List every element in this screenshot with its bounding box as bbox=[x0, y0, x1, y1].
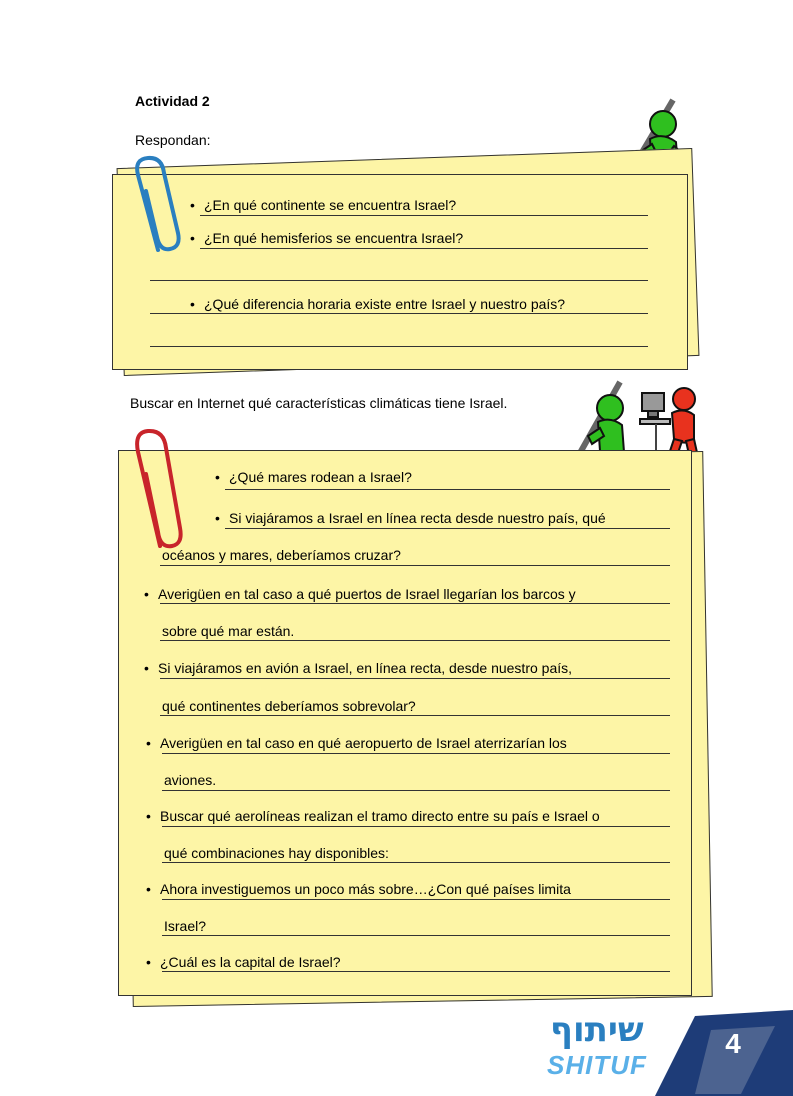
card2-question-7-cont: Israel? bbox=[164, 918, 207, 934]
answer-line[interactable] bbox=[150, 313, 648, 314]
answer-line[interactable] bbox=[150, 280, 648, 281]
card1-question-3: • ¿Qué diferencia horaria existe entre Israel y nuestro país? bbox=[190, 296, 566, 312]
answer-line[interactable] bbox=[160, 715, 670, 716]
card1-question-1: • ¿En qué continente se encuentra Israel? bbox=[190, 197, 457, 213]
search-instruction: Buscar en Internet qué características climáticas tiene Israel. bbox=[130, 395, 508, 411]
answer-line[interactable] bbox=[225, 489, 670, 490]
answer-line[interactable] bbox=[162, 971, 670, 972]
intro-text: Respondan: bbox=[135, 132, 211, 148]
card2-question-1: • ¿Qué mares rodean a Israel? bbox=[215, 469, 412, 485]
page-number: 4 bbox=[725, 1028, 741, 1059]
activity-title: Actividad 2 bbox=[135, 93, 210, 109]
answer-line[interactable] bbox=[200, 215, 648, 216]
card2-question-8: • ¿Cuál es la capital de Israel? bbox=[146, 954, 341, 970]
card2-question-2-cont: océanos y mares, deberíamos cruzar? bbox=[162, 547, 401, 563]
answer-line[interactable] bbox=[160, 603, 670, 604]
card2-question-5-cont: aviones. bbox=[164, 772, 217, 788]
card2-question-3: • Averigüen en tal caso a qué puertos de Israel llegarían los barcos y bbox=[144, 586, 576, 602]
shituf-logo bbox=[545, 1010, 655, 1090]
answer-line[interactable] bbox=[160, 565, 670, 566]
card2-question-4-cont: qué continentes deberíamos sobrevolar? bbox=[162, 698, 416, 714]
answer-line[interactable] bbox=[160, 640, 670, 641]
answer-line[interactable] bbox=[162, 753, 670, 754]
logo-latin: SHITUF bbox=[547, 1050, 647, 1080]
note-card-2-front bbox=[118, 450, 692, 996]
card2-question-6: • Buscar qué aerolíneas realizan el tramo directo entre su país e Israel o bbox=[146, 808, 600, 824]
answer-line[interactable] bbox=[200, 248, 648, 249]
card2-question-6-cont: qué combinaciones hay disponibles: bbox=[164, 845, 389, 861]
card2-question-2: • Si viajáramos a Israel en línea recta desde nuestro país, qué bbox=[215, 510, 606, 526]
answer-line[interactable] bbox=[162, 899, 670, 900]
blue-paperclip-icon bbox=[130, 155, 186, 257]
logo-hebrew: שיתוף bbox=[550, 1010, 644, 1050]
card2-question-7: • Ahora investiguemos un poco más sobre…¿Con qué países limita bbox=[146, 881, 571, 897]
red-paperclip-icon bbox=[130, 428, 186, 552]
answer-line[interactable] bbox=[162, 790, 670, 791]
note-card-1 bbox=[112, 150, 698, 370]
card1-question-2: • ¿En qué hemisferios se encuentra Israel? bbox=[190, 230, 464, 246]
answer-line[interactable] bbox=[225, 528, 670, 529]
card2-question-4: • Si viajáramos en avión a Israel, en línea recta, desde nuestro país, bbox=[144, 660, 573, 676]
card2-question-3-cont: sobre qué mar están. bbox=[162, 623, 295, 639]
answer-line[interactable] bbox=[162, 826, 670, 827]
answer-line[interactable] bbox=[150, 346, 648, 347]
answer-line[interactable] bbox=[162, 862, 670, 863]
card2-question-5: • Averigüen en tal caso en qué aeropuerto de Israel aterrizarían los bbox=[146, 735, 567, 751]
answer-line[interactable] bbox=[160, 678, 670, 679]
note-card-2 bbox=[118, 450, 708, 1002]
answer-line[interactable] bbox=[162, 935, 670, 936]
